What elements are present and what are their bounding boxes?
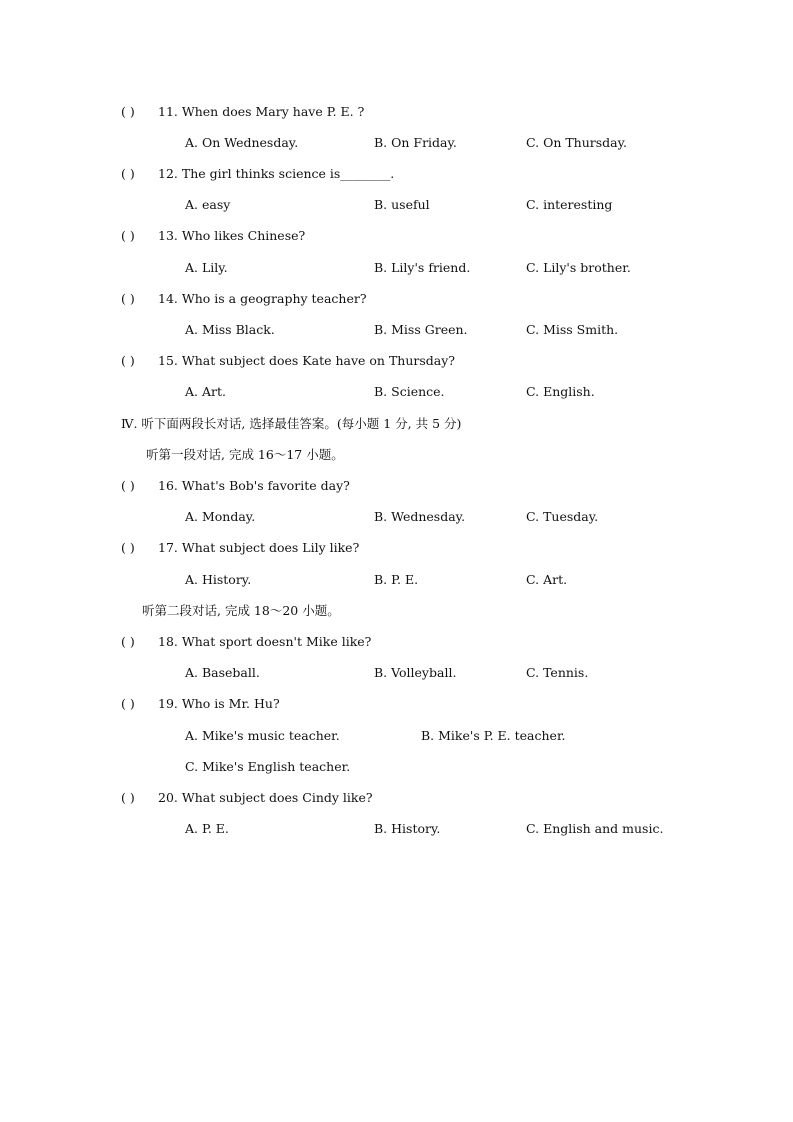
question-17: 17. What subject does Lily like? <box>158 540 360 555</box>
answer-blank[interactable]: ( ) <box>121 540 135 555</box>
option-c: C. Miss Smith. <box>526 322 619 337</box>
question-16: 16. What's Bob's favorite day? <box>158 478 350 493</box>
option-b: B. Wednesday. <box>374 509 466 524</box>
answer-blank[interactable]: ( ) <box>121 291 135 306</box>
dialogue-1-intro: 听第一段对话, 完成 16～17 小题。 <box>146 447 344 462</box>
option-b: B. Miss Green. <box>374 322 468 337</box>
option-c: C. English and music. <box>526 821 664 836</box>
option-b: B. useful <box>374 197 430 212</box>
answer-blank[interactable]: ( ) <box>121 228 135 243</box>
answer-blank[interactable]: ( ) <box>121 104 135 119</box>
option-b: B. Science. <box>374 384 445 399</box>
answer-blank[interactable]: ( ) <box>121 478 135 493</box>
option-a: A. Baseball. <box>185 665 260 680</box>
option-a: A. History. <box>185 572 252 587</box>
option-b: B. P. E. <box>374 572 419 587</box>
option-c: C. Mike's English teacher. <box>185 759 351 774</box>
option-c: C. Art. <box>526 572 568 587</box>
option-c: C. interesting <box>526 197 613 212</box>
option-a: A. easy <box>185 197 231 212</box>
question-18: 18. What sport doesn't Mike like? <box>158 634 372 649</box>
option-a: A. Mike's music teacher. <box>185 728 340 743</box>
option-b: B. Lily's friend. <box>374 260 471 275</box>
option-c: C. English. <box>526 384 595 399</box>
answer-blank[interactable]: ( ) <box>121 634 135 649</box>
option-a: A. On Wednesday. <box>185 135 299 150</box>
option-a: A. Lily. <box>185 260 228 275</box>
option-a: A. Monday. <box>185 509 256 524</box>
question-20: 20. What subject does Cindy like? <box>158 790 373 805</box>
question-14: 14. Who is a geography teacher? <box>158 291 367 306</box>
question-15: 15. What subject does Kate have on Thursday? <box>158 353 455 368</box>
option-b: B. History. <box>374 821 441 836</box>
option-b: B. Volleyball. <box>374 665 457 680</box>
answer-blank[interactable]: ( ) <box>121 790 135 805</box>
option-c: C. Tuesday. <box>526 509 599 524</box>
question-19: 19. Who is Mr. Hu? <box>158 696 280 711</box>
option-b: B. On Friday. <box>374 135 457 150</box>
section-heading: Ⅳ. 听下面两段长对话, 选择最佳答案。(每小题 1 分, 共 5 分) <box>121 416 462 431</box>
question-13: 13. Who likes Chinese? <box>158 228 306 243</box>
answer-blank[interactable]: ( ) <box>121 696 135 711</box>
answer-blank[interactable]: ( ) <box>121 353 135 368</box>
option-a: A. Art. <box>185 384 226 399</box>
question-11: 11. When does Mary have P. E. ? <box>158 104 365 119</box>
option-c: C. On Thursday. <box>526 135 627 150</box>
option-c: C. Lily's brother. <box>526 260 631 275</box>
option-b: B. Mike's P. E. teacher. <box>421 728 566 743</box>
option-a: A. Miss Black. <box>185 322 275 337</box>
option-a: A. P. E. <box>185 821 229 836</box>
answer-blank[interactable]: ( ) <box>121 166 135 181</box>
option-c: C. Tennis. <box>526 665 589 680</box>
question-12: 12. The girl thinks science is________. <box>158 166 395 181</box>
dialogue-2-intro: 听第二段对话, 完成 18～20 小题。 <box>142 603 340 618</box>
